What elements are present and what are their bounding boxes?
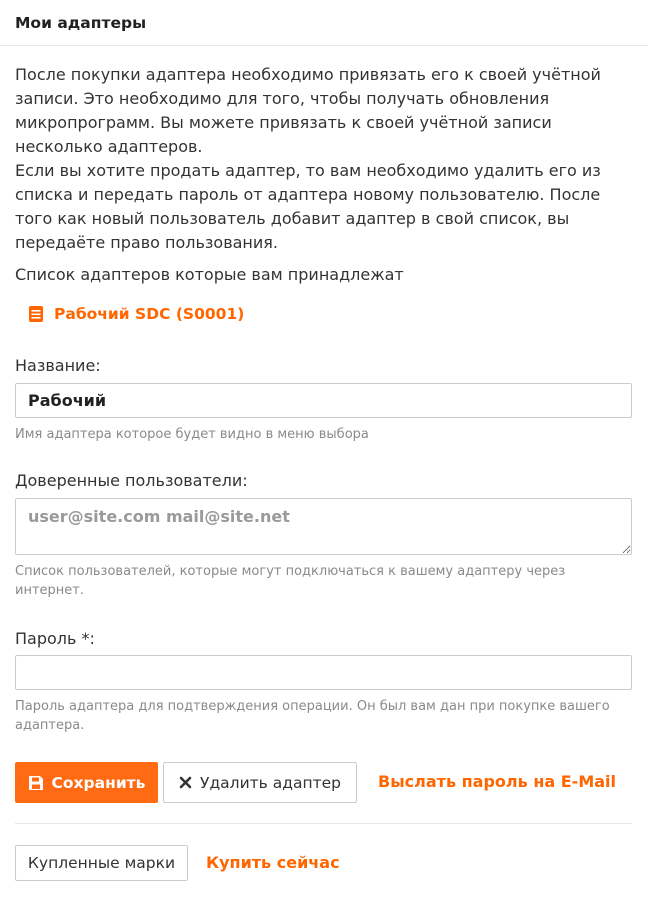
adapter-list-item[interactable] xyxy=(28,305,244,323)
adapters-list-title: Список адаптеров которые вам принадлежат xyxy=(15,265,404,284)
page-header xyxy=(0,0,648,46)
trusted-users-help-text: Список пользователей, которые могут подключаться к вашему адаптеру через интернет. xyxy=(15,564,566,598)
purchased-marks-button-label: Купленные марки xyxy=(27,854,176,872)
name-help-text: Имя адаптера которое будет видно в меню выбора xyxy=(15,427,369,442)
save-button[interactable] xyxy=(15,762,158,803)
intro-text xyxy=(15,63,630,255)
trusted-users-textarea[interactable] xyxy=(15,498,632,555)
floppy-disk-icon xyxy=(28,775,44,791)
page-title: Мои адаптеры xyxy=(15,14,147,32)
intro-paragraph-1: После покупки адаптера необходимо привязать его к своей учётной записи. Это необходимо для того, чтобы получать обновления микропрограмм. Вы можете привязать к своей учётной записи несколько адаптеров. xyxy=(15,65,601,156)
trusted-users-label: Доверенные пользователи: xyxy=(15,471,248,490)
adapter-icon xyxy=(28,305,44,323)
purchased-marks-button[interactable] xyxy=(15,845,188,881)
buy-now-link[interactable]: Купить сейчас xyxy=(206,853,340,872)
name-label: Название: xyxy=(15,356,101,375)
name-input[interactable] xyxy=(15,383,632,418)
password-label: Пароль *: xyxy=(15,629,95,648)
intro-paragraph-2: Если вы хотите продать адаптер, то вам необходимо удалить его из списка и передать пароль от адаптера новому пользователю. После того как новый пользователь добавит адаптер в свой список, вы передаёте право пользования. xyxy=(15,161,601,252)
save-button-label: Сохранить xyxy=(51,773,146,792)
close-icon xyxy=(179,776,192,789)
delete-adapter-button-label: Удалить адаптер xyxy=(200,773,341,792)
send-password-email-link[interactable]: Выслать пароль на E-Mail xyxy=(378,772,617,791)
password-input[interactable] xyxy=(15,655,632,690)
delete-adapter-button[interactable] xyxy=(163,762,357,803)
password-help-text: Пароль адаптера для подтверждения операции. Он был вам дан при покупке вашего адаптера. xyxy=(15,699,610,733)
adapter-list-item-label: Рабочий SDC (S0001) xyxy=(54,305,245,323)
divider xyxy=(15,823,632,824)
